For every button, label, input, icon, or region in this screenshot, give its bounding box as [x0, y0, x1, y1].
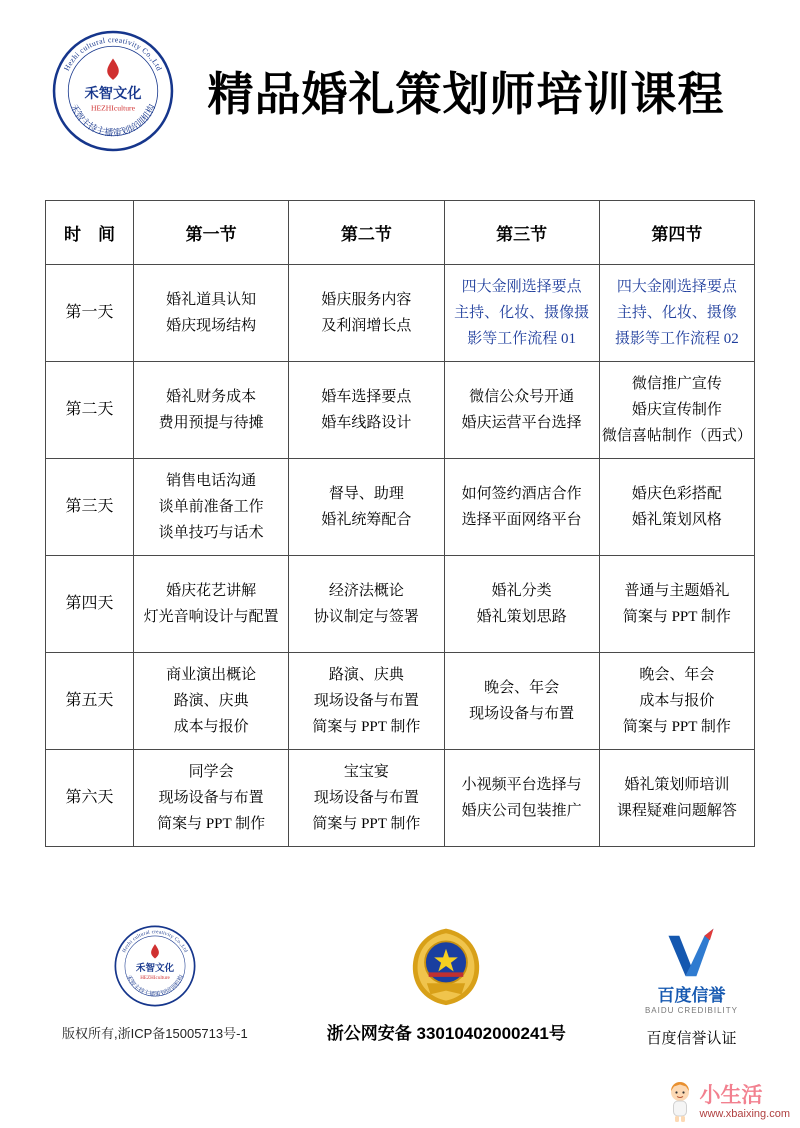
table-row — [46, 459, 755, 556]
site-watermark — [665, 1080, 790, 1124]
course-line: 费用预提与待摊 — [158, 415, 264, 431]
course-line: 商业演出概论 — [166, 666, 257, 683]
column-header: 第一节 — [134, 201, 289, 265]
day-label: 第二天 — [46, 362, 134, 459]
column-header: 时 间 — [46, 201, 134, 265]
course-line: 协议制定与签署 — [313, 609, 419, 625]
course-cell — [134, 750, 289, 847]
header — [52, 30, 758, 152]
course-line: 路演、庆典 — [173, 692, 249, 709]
course-cell — [444, 750, 599, 847]
course-line: 简案与 PPT 制作 — [312, 816, 421, 833]
table-row — [46, 653, 755, 750]
course-line: 成本与报价 — [639, 692, 715, 709]
course-cell — [289, 362, 444, 459]
course-line: 婚礼分类 — [491, 582, 552, 599]
day-label: 第一天 — [46, 265, 134, 362]
logo-arc-top-text: Hezhi cultural creativity Co.,Ltd — [61, 35, 165, 73]
course-cell — [289, 750, 444, 847]
column-header: 第三节 — [444, 201, 599, 265]
course-line: 婚庆花艺讲解 — [166, 582, 257, 599]
course-cell — [444, 556, 599, 653]
footer-baidu-block — [645, 925, 738, 1048]
course-cell — [599, 653, 754, 750]
course-line: 灯光音响设计与配置 — [143, 609, 279, 625]
course-line: 路演、庆典 — [328, 666, 404, 683]
course-cell — [599, 362, 754, 459]
police-registration-text: 浙公网安备 33010402000241号 — [326, 1024, 566, 1043]
logo-name-cn: 禾智文化 — [135, 962, 174, 974]
course-line: 简案与 PPT 制作 — [622, 609, 731, 625]
baidu-credibility-en: BAIDU CREDIBILITY — [644, 1006, 738, 1015]
baidu-credibility-icon — [664, 925, 718, 979]
table-row — [46, 750, 755, 847]
course-cell — [599, 556, 754, 653]
course-line: 成本与报价 — [173, 719, 249, 736]
course-line: 婚庆公司包装推广 — [461, 803, 582, 819]
course-line: 选择平面网络平台 — [461, 512, 582, 528]
police-badge-icon — [405, 925, 487, 1007]
course-line: 主持、化妆、摄像 — [616, 304, 737, 321]
course-line: 主持、化妆、摄像摄 — [454, 304, 590, 321]
course-cell — [134, 265, 289, 362]
column-header: 第二节 — [289, 201, 444, 265]
footer — [0, 925, 800, 1048]
course-line: 现场设备与布置 — [313, 692, 419, 709]
course-cell — [599, 459, 754, 556]
course-line: 同学会 — [188, 763, 234, 780]
table-header-row — [46, 201, 755, 265]
course-line: 谈单前准备工作 — [158, 498, 264, 515]
baidu-credibility-name: 百度信誉 — [657, 986, 726, 1005]
day-label: 第六天 — [46, 750, 134, 847]
day-label: 第三天 — [46, 459, 134, 556]
table-row — [46, 362, 755, 459]
course-line: 婚车选择要点 — [321, 388, 412, 405]
icp-copyright-text: 版权所有,浙ICP备15005713号-1 — [62, 1026, 248, 1041]
column-header: 第四节 — [599, 201, 754, 265]
course-line: 简案与 PPT 制作 — [157, 816, 266, 833]
course-cell — [289, 265, 444, 362]
course-line: 及利润增长点 — [321, 318, 412, 334]
footer-police-block — [327, 925, 566, 1044]
course-line: 如何签约酒店合作 — [461, 485, 582, 502]
hezhi-logo — [52, 30, 174, 152]
logo-arc-bottom-text: 禾智主持主播策划培训机构 — [124, 974, 186, 999]
course-line: 微信喜帖制作（西式） — [601, 428, 752, 445]
page-title: 精品婚礼策划师培训课程 — [207, 69, 725, 120]
course-cell — [134, 459, 289, 556]
course-cell — [444, 653, 599, 750]
course-line: 婚车线路设计 — [321, 415, 412, 431]
course-line: 微信推广宣传 — [631, 375, 722, 392]
course-line: 婚庆现场结构 — [166, 318, 257, 334]
course-line: 微信公众号开通 — [469, 388, 575, 405]
day-label: 第五天 — [46, 653, 134, 750]
watermark-site-url[interactable]: www.xbaixing.com — [699, 1107, 790, 1120]
course-line: 督导、助理 — [328, 485, 404, 502]
course-cell — [289, 459, 444, 556]
course-line: 婚庆色彩搭配 — [631, 485, 722, 502]
course-line: 婚礼策划师培训 — [624, 776, 730, 793]
course-line: 宝宝宴 — [343, 763, 389, 780]
course-cell — [599, 265, 754, 362]
course-cell — [134, 556, 289, 653]
course-cell — [444, 459, 599, 556]
course-line: 婚礼道具认知 — [166, 291, 257, 308]
day-label: 第四天 — [46, 556, 134, 653]
course-line: 婚礼统筹配合 — [321, 512, 412, 528]
logo-name-en: HEZHIculture — [140, 974, 170, 981]
course-line: 晚会、年会 — [484, 679, 560, 696]
course-line: 经济法概论 — [328, 582, 404, 599]
course-line: 课程疑难问题解答 — [616, 803, 737, 819]
course-cell — [289, 653, 444, 750]
course-line: 四大金刚选择要点 — [616, 278, 737, 295]
hezhi-logo-footer — [114, 925, 196, 1007]
course-line: 普通与主题婚礼 — [624, 582, 730, 599]
course-line: 现场设备与布置 — [313, 789, 419, 806]
course-line: 影等工作流程 01 — [467, 331, 576, 348]
footer-copyright-block — [62, 925, 248, 1042]
watermark-texts — [700, 1084, 790, 1119]
course-line: 婚礼策划风格 — [631, 512, 722, 528]
course-table — [45, 200, 755, 847]
course-line: 婚礼策划思路 — [476, 609, 567, 625]
baidu-cert-text: 百度信誉认证 — [646, 1031, 737, 1047]
course-cell — [134, 362, 289, 459]
course-line: 婚礼财务成本 — [166, 388, 257, 405]
mascot-icon — [665, 1080, 695, 1124]
course-line: 现场设备与布置 — [469, 706, 575, 722]
watermark-site-name: 小生活 — [699, 1083, 763, 1108]
course-cell — [444, 362, 599, 459]
course-cell — [444, 265, 599, 362]
logo-name-en: HEZHIculture — [91, 103, 135, 113]
course-line: 现场设备与布置 — [158, 789, 264, 806]
course-cell — [599, 750, 754, 847]
table-row — [46, 556, 755, 653]
course-line: 四大金刚选择要点 — [461, 278, 582, 295]
table-row — [46, 265, 755, 362]
course-cell — [134, 653, 289, 750]
course-line: 销售电话沟通 — [166, 472, 257, 489]
course-line: 小视频平台选择与 — [461, 776, 582, 793]
course-line: 简案与 PPT 制作 — [312, 719, 421, 736]
course-line: 摄影等工作流程 02 — [614, 331, 739, 348]
course-line: 婚庆服务内容 — [321, 291, 412, 308]
course-cell — [289, 556, 444, 653]
course-line: 婚庆运营平台选择 — [461, 415, 582, 431]
course-line: 婚庆宣传制作 — [631, 401, 722, 418]
course-line: 晚会、年会 — [639, 666, 715, 683]
logo-arc-top-text: Hezhi cultural creativity Co.,Ltd — [121, 929, 189, 954]
course-line: 简案与 PPT 制作 — [622, 719, 731, 736]
logo-name-cn: 禾智文化 — [84, 86, 142, 103]
logo-arc-bottom-text: 禾智主持主播策划培训机构 — [68, 102, 158, 138]
course-line: 谈单技巧与话术 — [158, 525, 264, 542]
